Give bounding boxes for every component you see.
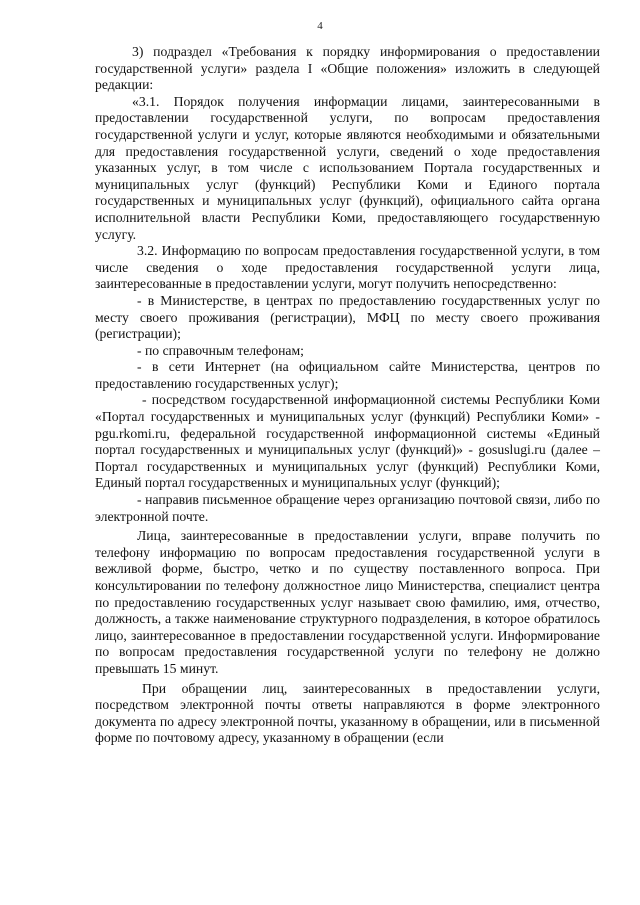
paragraph-3-1: «3.1. Порядок получения информации лицами, заинтересованными в предоставлении государственной услуги, по вопросам предоставления государственной услуги и услуг, которые являются необходимыми и обязательными для предоставления государственной услуги, сведений о ходе предоставления указанных услуг, в том числе с использованием Портала государственных и муниципальных услуг (функций) Республики Коми и Единого портала государственных и муниципальных услуг (функций), официального сайта органа исполнительной власти Республики Коми, предоставляющего государственную услугу. — [95, 93, 600, 242]
list-item-written-request: - направив письменное обращение через организацию почтовой связи, либо по электронной почте. — [95, 492, 600, 524]
list-item-portal: - посредством государственной информационной системы Республики Коми «Портал государственных и муниципальных услуг (функций) Республики Коми» - pgu.rkomi.ru, федеральной государственной информационной системы «Единый портал государственных и муниципальных услуг (функций)» - gosuslugi.ru (далее – Портал государственных и муниципальных услуг (функций) Республики Коми, Единый портал государственных и муниципальных услуг (функций); — [95, 392, 600, 491]
list-item-ministry: - в Министерстве, в центрах по предоставлению государственных услуг по месту своего проживания (регистрации), МФЦ по месту своего проживания (регистрации); — [95, 292, 600, 342]
page-number: 4 — [317, 20, 323, 32]
paragraph-amendment-intro: 3) подраздел «Требования к порядку информирования о предоставлении государственной услуги» раздела I «Общие положения» изложить в следующей редакции: — [95, 44, 600, 93]
document-body — [95, 44, 600, 747]
paragraph-email-requests: При обращении лиц, заинтересованных в предоставлении услуги, посредством электронной почты ответы направляются в форме электронного документа по адресу электронной почты, указанному в обращении, или в письменной форме по почтовому адресу, указанному в обращении (если — [95, 680, 600, 746]
list-item-phone: - по справочным телефонам; — [137, 342, 304, 358]
paragraph-phone-consultation: Лица, заинтересованные в предоставлении услуги, вправе получить по телефону информацию по вопросам предоставления государственной услуги в вежливой форме, быстро, четко и по существу поставленного вопроса. При консультировании по телефону должностное лицо Министерства, специалист центра по предоставлению государственных услуг называет свою фамилию, имя, отчество, должность, а также наименование структурного подразделения, в которое обратилось лицо, заинтересованное в предоставлении государственной услуги. Информирование по вопросам предоставления государственной услуги по телефону не должно превышать 15 минут. — [95, 528, 600, 676]
paragraph-3-2: 3.2. Информацию по вопросам предоставления государственной услуги, в том числе сведения о ходе предоставления государственной услуги лица, заинтересованные в предоставлении услуги, могут получить непосредственно: — [95, 243, 600, 292]
list-item-internet: - в сети Интернет (на официальном сайте Министерства, центров по предоставлению государственных услуг); — [95, 359, 600, 391]
